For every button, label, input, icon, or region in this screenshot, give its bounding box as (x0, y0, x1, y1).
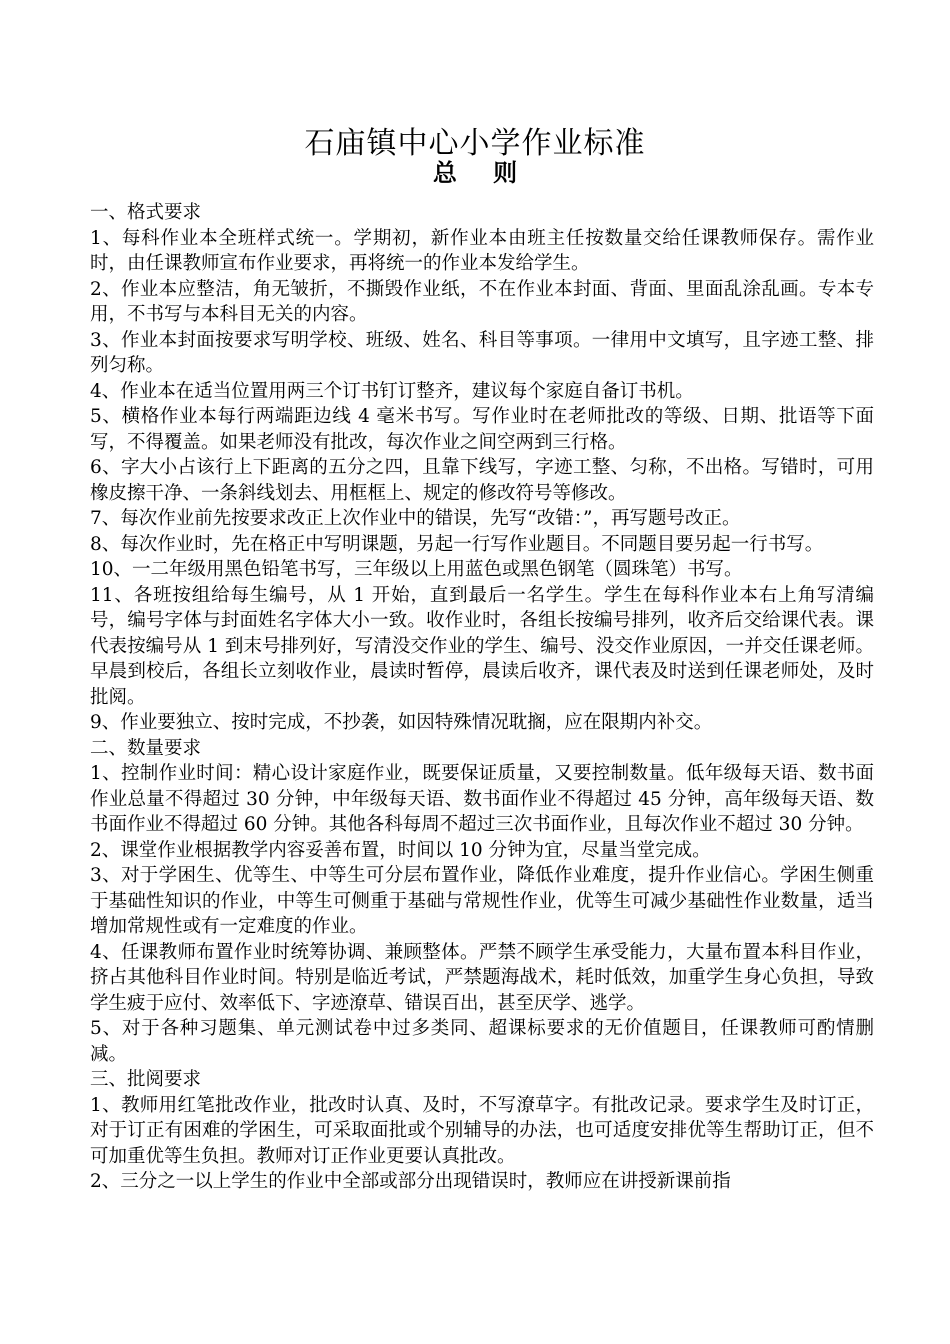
section-heading-format: 一、格式要求 (90, 202, 202, 223)
paragraph: 4、任课教师布置作业时统筹协调、兼顾整体。严禁不顾学生承受能力，大量布置本科目作业，挤占其他科目作业时间。特别是临近考试，严禁题海战术，耗时低效，加重学生身心负担，导致学生疲于应付、效率低下、字迹潦草、错误百出，甚至厌学、逃学。 (90, 941, 874, 1014)
paragraph: 3、作业本封面按要求写明学校、班级、姓名、科目等事项。一律用中文填写，且字迹工整、排列匀称。 (90, 329, 874, 376)
paragraph: 5、横格作业本每行两端距边线 4 毫米书写。写作业时在老师批改的等级、日期、批语等下面写，不得覆盖。如果老师没有批改，每次作业之间空两到三行格。 (90, 406, 874, 453)
paragraph: 3、对于学困生、优等生、中等生可分层布置作业，降低作业难度，提升作业信心。学困生侧重于基础性知识的作业，中等生可侧重于基础与常规性作业，优等生可减少基础性作业数量，适当增加常规性或有一定难度的作业。 (90, 865, 874, 937)
paragraph: 2、作业本应整洁，角无皱折，不撕毁作业纸，不在作业本封面、背面、里面乱涂乱画。专本专用，不书写与本科目无关的内容。 (90, 278, 874, 325)
paragraph: 1、控制作业时间：精心设计家庭作业，既要保证质量，又要控制数量。低年级每天语、数书面作业总量不得超过 30 分钟，中年级每天语、数书面作业不得超过 45 分钟，高年级每天语、数书面作业不得超过 60 分钟。其他各科每周不超过三次书面作业，且每次作业不超过 30 分钟。 (90, 763, 874, 835)
paragraph: 8、每次作业时，先在格正中写明课题，另起一行写作业题目。不同题目要另起一行书写。 (90, 533, 824, 555)
paragraph: 1、每科作业本全班样式统一。学期初，新作业本由班主任按数量交给任课教师保存。需作业时，由任课教师宣布作业要求，再将统一的作业本发给学生。 (90, 227, 874, 274)
paragraph: 2、课堂作业根据教学内容妥善布置，时间以 10 分钟为宜，尽量当堂完成。 (90, 839, 711, 861)
paragraph: 4、作业本在适当位置用两三个订书钉订整齐，建议每个家庭自备订书机。 (90, 380, 694, 402)
paragraph: 10、一二年级用黑色铅笔书写，三年级以上用蓝色或黑色钢笔（圆珠笔）书写。 (90, 559, 743, 580)
document-body (90, 200, 874, 1195)
paragraph: 6、字大小占该行上下距离的五分之四，且靠下线写，字迹工整、匀称，不出格。写错时，可用橡皮擦干净、一条斜线划去、用框框上、规定的修改符号等修改。 (90, 457, 874, 504)
paragraph: 2、三分之一以上学生的作业中全部或部分出现错误时，教师应在讲授新课前指 (90, 1171, 731, 1192)
document-title: 石庙镇中心小学作业标准 (304, 126, 646, 162)
paragraph: 9、作业要独立、按时完成，不抄袭，如因特殊情况耽搁，应在限期内补交。 (90, 712, 713, 733)
section-heading-grading: 三、批阅要求 (90, 1069, 202, 1090)
section-heading-quantity: 二、数量要求 (90, 737, 202, 759)
paragraph: 11、各班按组给每生编号，从 1 开始，直到最后一名学生。学生在每科作业本右上角写清编号，编号字体与封面姓名字体大小一致。收作业时，各组长按编号排列，收齐后交给课代表。课代表按编号从 1 到末号排列好，写清没交作业的学生、编号、没交作业原因，一并交任课老师。早晨到校后，各组长立刻收作业，晨读时暂停，晨读后收齐，课代表及时送到任课老师处，及时批阅。 (90, 584, 874, 708)
paragraph: 7、每次作业前先按要求改正上次作业中的错误，先写“改错：”，再写题号改正。 (90, 508, 741, 529)
document-subtitle: 总 则 (432, 158, 532, 187)
paragraph: 1、教师用红笔批改作业，批改时认真、及时，不写潦草字。有批改记录。要求学生及时订正，对于订正有困难的学困生，可采取面批或个别辅导的办法，也可适度安排优等生帮助订正，但不可加重优等生负担。教师对订正作业更要认真批改。 (90, 1094, 874, 1167)
paragraph: 5、对于各种习题集、单元测试卷中过多类同、超课标要求的无价值题目，任课教师可酌情删减。 (90, 1018, 874, 1065)
